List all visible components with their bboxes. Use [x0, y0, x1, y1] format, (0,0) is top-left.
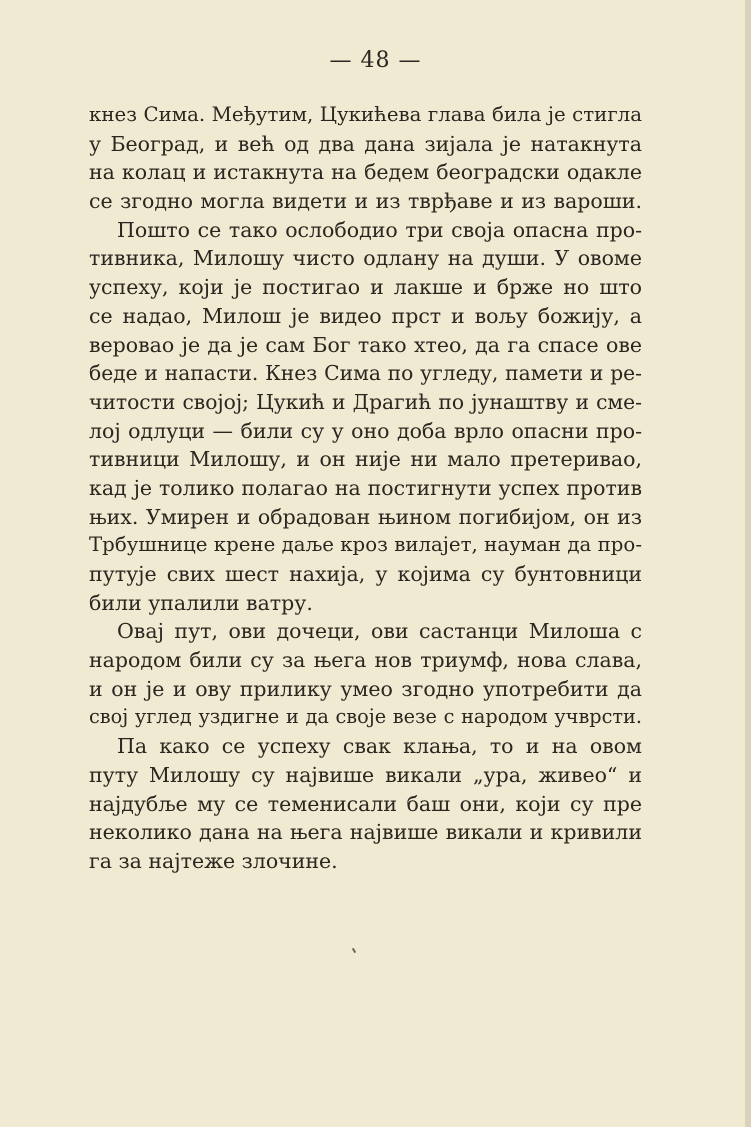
paragraph: [89, 732, 642, 875]
paragraph: [89, 101, 642, 216]
text-line: беде и напасти. Кнез Сима по угледу, памети и ре-: [89, 361, 642, 386]
paper-speck: [352, 948, 356, 953]
body-text: [89, 101, 642, 876]
text-line: путује свих шест нахија, у којима су бунтовници: [89, 562, 642, 586]
text-line: читости својој; Цукић и Драгић по јунаштву и сме-: [89, 389, 642, 414]
text-line: кад је толико полагао на постигнути успех против: [89, 475, 642, 500]
text-line: свој углед уздигне и да своје везе с народом учврсти.: [89, 705, 642, 729]
text-line: тивници Милошу, и он није ни мало претеривао,: [89, 447, 642, 472]
text-line: се згодно могла видети и из тврђаве и из вароши.: [89, 189, 642, 214]
page-number: — 48 —: [329, 48, 422, 73]
text-line: Трбушнице крене даље кроз вилајет, науман да про-: [89, 533, 642, 557]
text-line: тивника, Милошу чисто одлану на души. У овоме: [89, 246, 642, 271]
text-line: у Београд, и већ од два дана зијала је натакнута: [89, 131, 642, 156]
text-line: били упалили ватру.: [89, 590, 313, 615]
text-line: најдубље му се теменисали баш они, који су пре: [89, 791, 642, 816]
text-line: лој одлуци — били су у оно доба врло опасни про-: [89, 418, 642, 443]
paragraph: [89, 216, 642, 618]
text-line: и он је и ову прилику умео згодно употребити да: [89, 676, 642, 701]
text-line: њих. Умирен и обрадован њином погибијом, он из: [89, 504, 642, 529]
text-line: кнез Сима. Међутим, Цукићева глава била је стигла: [89, 103, 642, 126]
text-line: га за најтеже злочине.: [89, 848, 338, 873]
text-line: на колац и истакнута на бедем београдски одакле: [89, 160, 642, 185]
text-line: Па како се успеху свак клања, то и на овом: [117, 734, 642, 759]
page-edge: [745, 0, 751, 1127]
text-line: путу Милошу су највише викали „ура, живео“ и: [89, 762, 642, 787]
paragraph: [89, 617, 642, 732]
text-line: Овај пут, ови дочеци, ови састанци Милоша с: [117, 619, 642, 644]
text-line: успеху, који је постигао и лакше и брже но што: [89, 275, 642, 300]
text-line: народом били су за њега нов триумф, нова слава,: [89, 648, 642, 673]
text-line: Пошто се тако ослободио три своја опасна про-: [117, 217, 642, 242]
text-line: неколико дана на њега највише викали и кривили: [89, 820, 642, 845]
text-line: се надао, Милош је видео прст и вољу божију, а: [89, 303, 642, 328]
text-line: веровао је да је сам Бог тако хтео, да га спасе ове: [89, 332, 642, 357]
